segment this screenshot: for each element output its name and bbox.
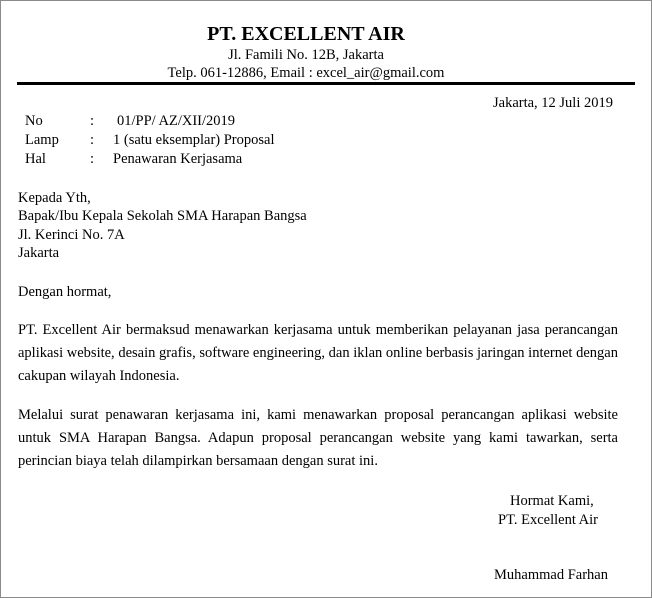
letterhead-divider xyxy=(17,82,635,85)
no-label: No xyxy=(25,113,43,129)
body-paragraph-2: Melalui surat penawaran kerjasama ini, kami menawarkan proposal perancangan aplikasi website untuk SMA Harapan Bangsa. Adapun proposal perancangan website yang kami tawarkan, serta perincian biaya telah dilampirkan bersamaan dengan surat ini. xyxy=(18,407,618,469)
company-address: Jl. Famili No. 12B, Jakarta xyxy=(228,47,384,63)
hal-colon: : xyxy=(90,151,95,167)
lamp-label: Lamp xyxy=(25,132,59,148)
recipient-line-3: Jl. Kerinci No. 7A xyxy=(18,227,125,243)
recipient-line-4: Jakarta xyxy=(18,245,60,261)
lamp-colon: : xyxy=(90,132,95,148)
hal-value: Penawaran Kerjasama xyxy=(113,151,243,167)
company-name: PT. EXCELLENT AIR xyxy=(207,23,405,45)
greeting: Dengan hormat, xyxy=(18,284,112,300)
signer-name: Muhammad Farhan xyxy=(494,567,608,583)
company-contact: Telp. 061-12886, Email : excel_air@gmail.com xyxy=(167,65,445,81)
lamp-value: 1 (satu eksemplar) Proposal xyxy=(113,132,275,148)
body-paragraph-1: PT. Excellent Air bermaksud menawarkan kerjasama untuk memberikan pelayanan jasa perancangan aplikasi website, desain grafis, software engineering, dan iklan online berbasis jaringan internet dengan cakupan wilayah Indonesia. xyxy=(18,322,618,384)
recipient-line-1: Kepada Yth, xyxy=(18,190,91,206)
no-colon: : xyxy=(90,113,95,129)
hal-label: Hal xyxy=(25,151,46,167)
closing-salutation: Hormat Kami, xyxy=(510,493,594,509)
place-date: Jakarta, 12 Juli 2019 xyxy=(492,95,613,111)
closing-company: PT. Excellent Air xyxy=(498,512,598,528)
recipient-line-2: Bapak/Ibu Kepala Sekolah SMA Harapan Bangsa xyxy=(18,208,307,224)
no-value: 01/PP/ AZ/XII/2019 xyxy=(117,113,236,129)
